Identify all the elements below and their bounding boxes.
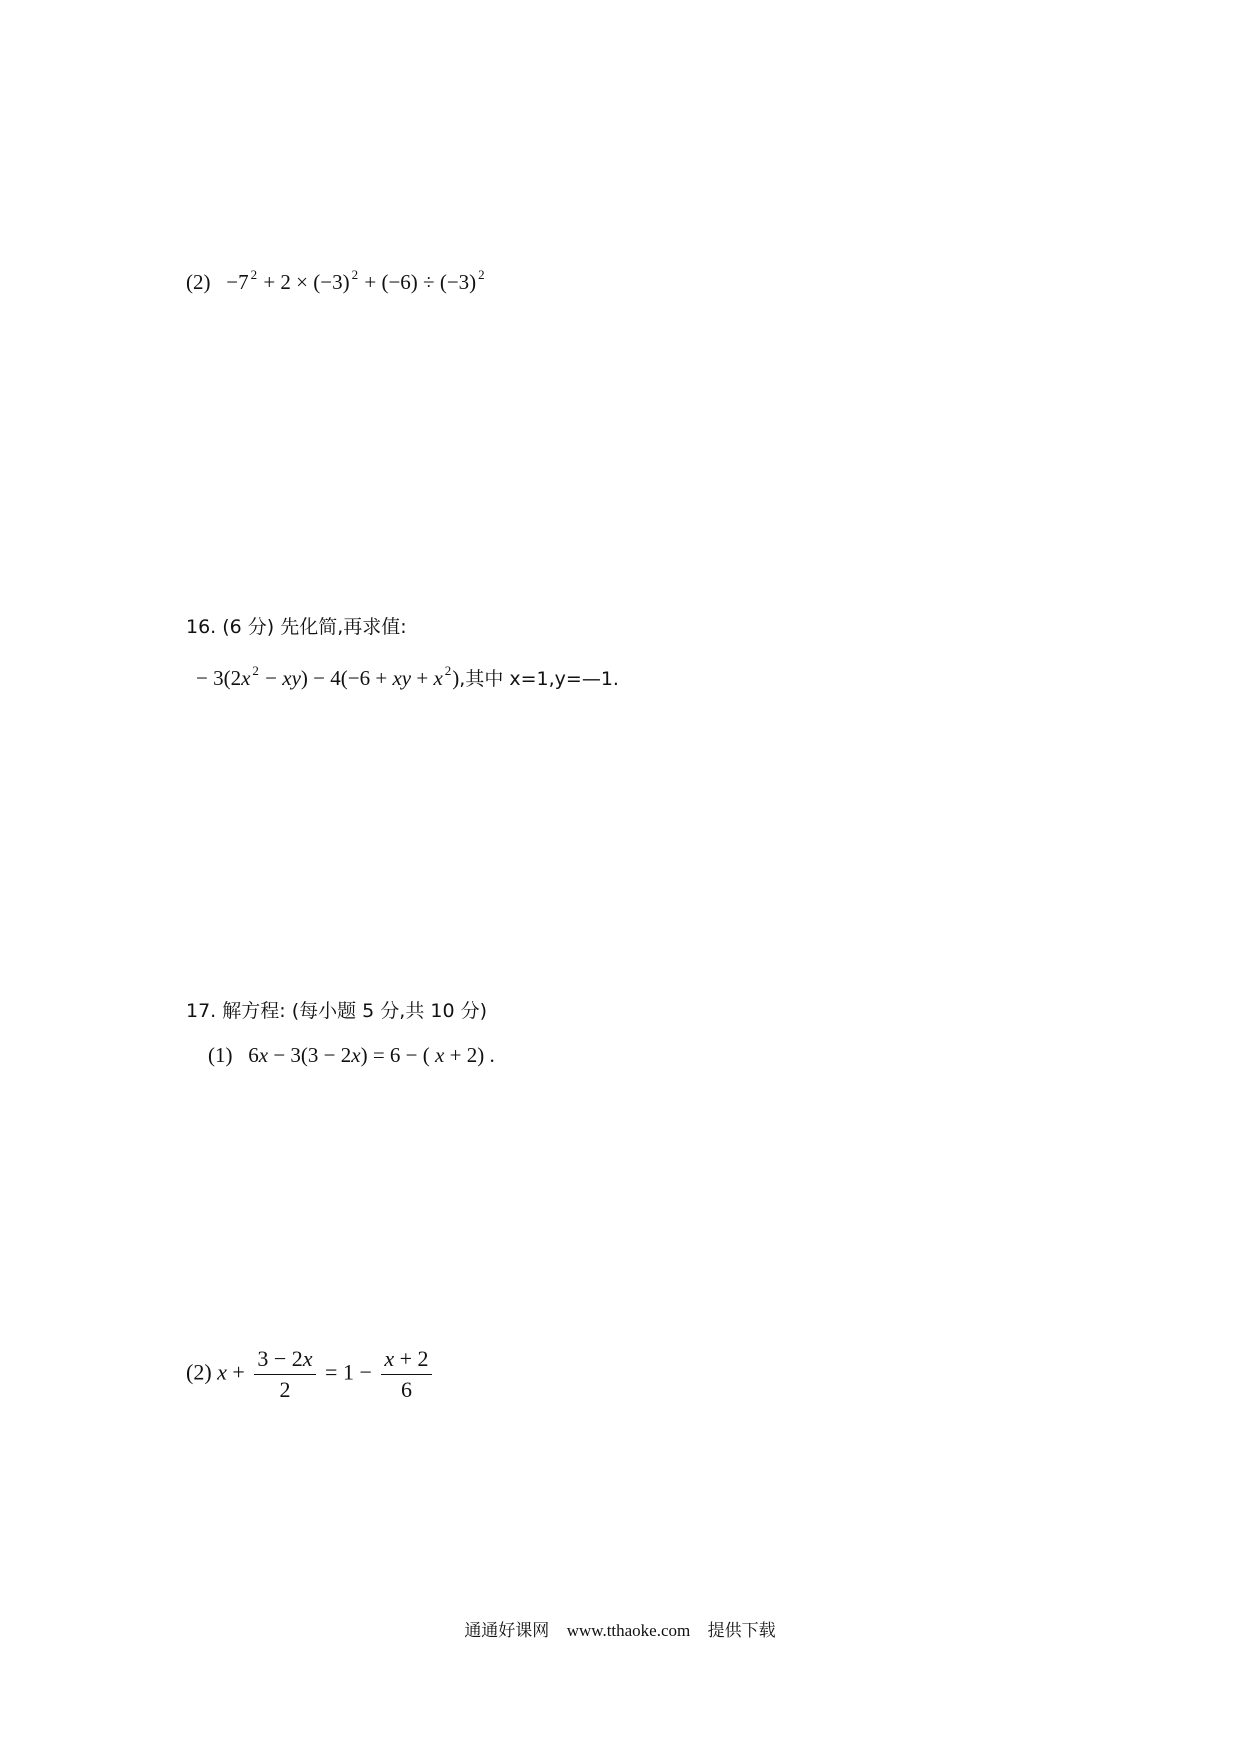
term-2: + 2 × (−3)	[263, 270, 350, 294]
q17-part2-label: (2)	[186, 1359, 212, 1385]
q15-part2-label: (2)	[186, 270, 211, 294]
q16-part-1: − 3(2	[196, 666, 242, 690]
footer-site-name: 通通好课网	[464, 1621, 550, 1641]
q17-part1-label: (1)	[208, 1043, 233, 1067]
fraction-2-num-b: + 2	[399, 1346, 429, 1371]
q17-s1-b: x	[258, 1043, 269, 1067]
fraction-1-num-a: 3 − 2	[257, 1346, 303, 1371]
fraction-1-num-b: x	[302, 1346, 313, 1371]
q17-s2-eq: = 1 −	[325, 1359, 372, 1385]
q16-var-2: xy	[282, 666, 301, 690]
exponent-2: 2	[351, 267, 359, 282]
q16-exponent-1: 2	[252, 663, 259, 678]
term-3: + (−6) ÷ (−3)	[364, 270, 477, 294]
fraction-2-num-a: x	[384, 1346, 395, 1371]
q16-part-5: )	[452, 666, 460, 690]
q16-condition: ,其中 x=1,y=—1.	[459, 668, 619, 690]
footer-download-text: 提供下载	[707, 1621, 776, 1641]
footer-url-link[interactable]: www.tthaoke.com	[566, 1621, 691, 1640]
q17-s1-f: x	[435, 1043, 445, 1067]
q16-part-4: +	[416, 666, 429, 690]
q17-s2-x: x	[217, 1359, 227, 1385]
page-footer	[0, 1616, 1240, 1641]
term-1: −7	[226, 270, 249, 294]
q16-var-3: xy	[392, 666, 412, 690]
exponent-3: 2	[478, 267, 485, 282]
q16-expression	[196, 663, 619, 690]
q17-part1-equation	[208, 1045, 495, 1066]
q17-heading: 17. 解方程: (每小题 5 分,共 10 分)	[186, 1000, 487, 1022]
q17-s1-a: 6	[248, 1043, 259, 1067]
fraction-2	[381, 1348, 431, 1401]
fraction-2-denominator: 6	[400, 1377, 412, 1402]
q16-var-4: x	[433, 666, 443, 690]
q16-part-3: ) − 4(−6 +	[300, 666, 388, 690]
q17-s1-g: + 2) .	[449, 1043, 495, 1067]
q15-part2-expression	[186, 267, 486, 294]
q17-part2-equation	[186, 1348, 436, 1401]
q16-part-2: −	[265, 666, 278, 690]
exponent-1: 2	[250, 267, 258, 282]
fraction-2-numerator	[381, 1348, 431, 1375]
q16-exponent-2: 2	[444, 663, 452, 678]
q17-s1-d: x	[351, 1043, 361, 1067]
q16-var-1: x	[241, 666, 251, 690]
q17-s2-plus: +	[232, 1359, 245, 1385]
fraction-1-denominator: 2	[279, 1377, 291, 1402]
fraction-1	[254, 1348, 315, 1401]
q17-s1-e: ) = 6 − (	[360, 1043, 430, 1067]
q17-s1-c: − 3(3 − 2	[273, 1043, 352, 1067]
fraction-1-numerator	[254, 1348, 315, 1375]
q16-heading: 16. (6 分) 先化简,再求值:	[186, 616, 407, 638]
